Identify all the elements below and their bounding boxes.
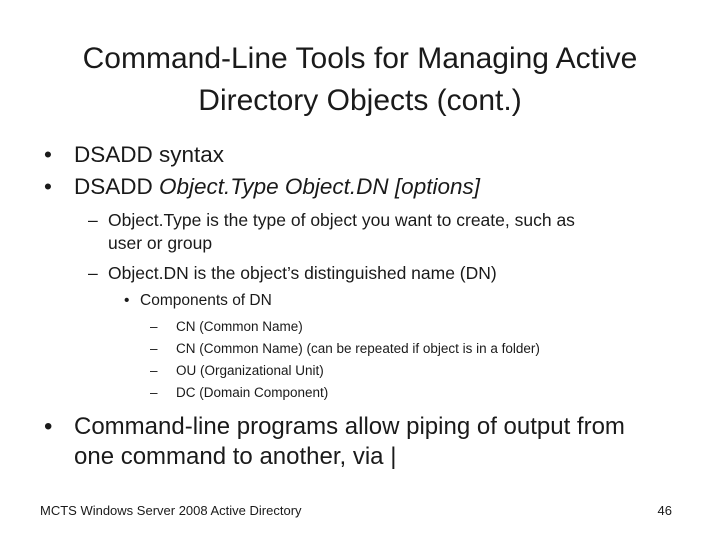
bullet-marker: • (124, 292, 130, 309)
bullet-components-of-dn (124, 291, 684, 311)
list-item-text: OU (Organizational Unit) (176, 363, 324, 378)
list-item-text: CN (Common Name) (can be repeated if object is in a folder) (176, 341, 540, 356)
bullet-piping (44, 412, 694, 472)
dash-marker: – (150, 363, 158, 378)
sub-bullet-text: Object.DN is the object’s distinguished name (DN) (108, 263, 497, 283)
bullet-marker: • (44, 174, 52, 199)
dash-marker: – (88, 263, 98, 283)
dash-marker: – (150, 385, 158, 400)
bullet-dsadd-usage (44, 172, 684, 202)
title-line-2: Directory Objects (cont.) (198, 84, 522, 117)
dash-marker: – (88, 210, 98, 230)
sub-bullet-object-type (88, 209, 688, 255)
list-item (150, 382, 690, 404)
list-item (150, 316, 690, 338)
dash-marker: – (150, 341, 158, 356)
sub-bullet-text-line-1: Object.Type is the type of object you want to create, such as (108, 210, 575, 230)
usage-syntax: Object.Type Object.DN [options] (159, 174, 480, 199)
title-line-1: Command-Line Tools for Managing Active (82, 42, 638, 75)
sub-bullet-text-line-2: user or group (108, 233, 213, 253)
list-item-text: DC (Domain Component) (176, 385, 329, 400)
bullet-text (74, 172, 480, 202)
footer-course-title: MCTS Windows Server 2008 Active Directory (40, 503, 302, 518)
bullet-text-line-1: Command-line programs allow piping of output from (74, 413, 625, 440)
bullet-marker: • (44, 142, 52, 167)
footer-page-number: 46 (657, 503, 672, 518)
bullet-text-line-2: one command to another, via | (74, 443, 397, 470)
dash-marker: – (150, 319, 158, 334)
bullet-dsadd-syntax (44, 140, 684, 170)
sub-bullet-object-dn (88, 262, 688, 285)
list-item (150, 360, 690, 382)
bullet-marker: • (44, 413, 53, 440)
list-item-text: CN (Common Name) (176, 319, 303, 334)
bullet-text: Components of DN (140, 292, 272, 309)
list-item (150, 338, 690, 360)
usage-prefix: DSADD (74, 174, 160, 199)
slide-title (40, 38, 680, 122)
bullet-text: DSADD syntax (74, 142, 225, 167)
